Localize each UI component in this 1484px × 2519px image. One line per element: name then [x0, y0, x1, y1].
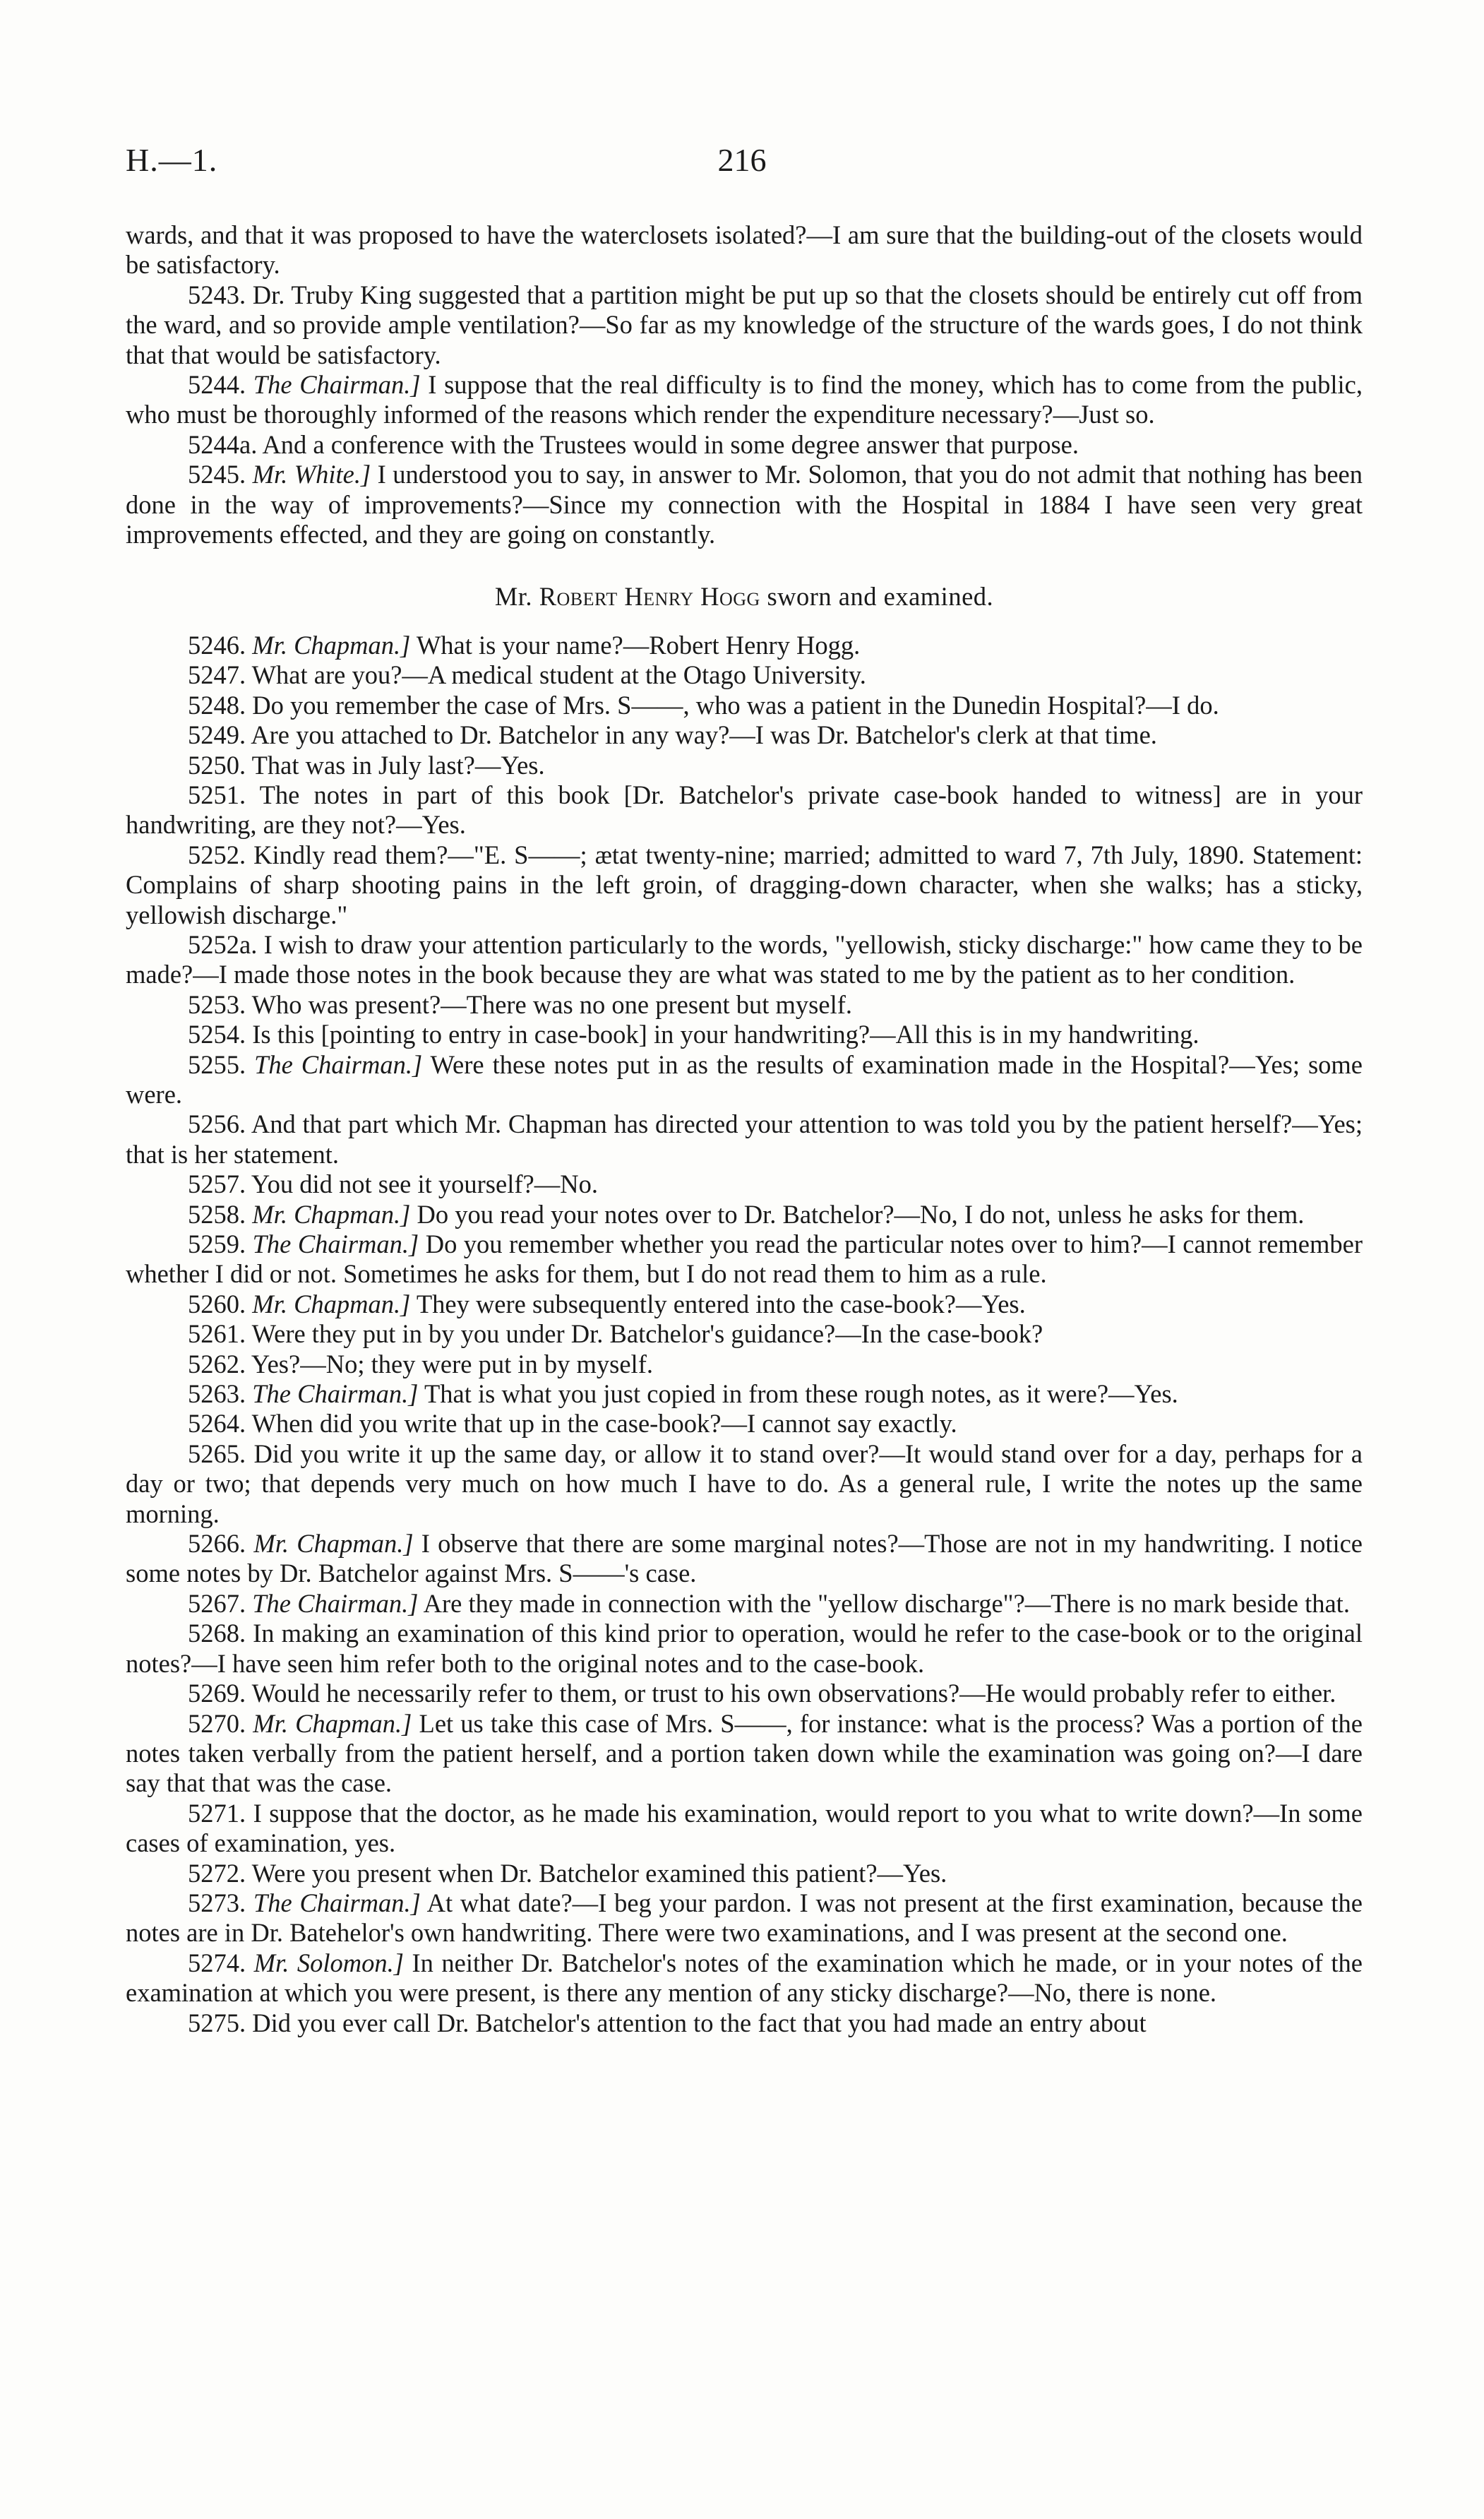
page-number: 216 [717, 142, 767, 178]
continued-paragraph [126, 220, 1363, 280]
question-number: 5258. [188, 1199, 246, 1229]
question-number: 5268. [188, 1619, 246, 1648]
paragraph-text: Do you remember whether you read the particular notes over to him?—I cannot remember whether I did or not. Sometimes he asks for them, but I do not read them to him as a rule. [126, 1229, 1363, 1289]
question-number: 5273. [188, 1888, 246, 1917]
question-paragraph [126, 1229, 1363, 1290]
paragraph-text: In making an examination of this kind prior to operation, would he refer to the case-book or to the original notes?—I have seen him refer both to the original notes and to the case-book. [126, 1619, 1363, 1678]
paragraph-text: I understood you to say, in answer to Mr. Solomon, that you do not admit that nothing has been done in the way of improvements?—Since my connection with the Hospital in 1884 I have seen very great improvements effected, and they are going on constantly. [126, 460, 1363, 549]
speaker-label: The Chairman.] [253, 1888, 421, 1917]
paragraph-text: In neither Dr. Batchelor's notes of the examination which he made, or in your notes of the examination at which you were present, is there any mention of any sticky discharge?—No, there is none. [126, 1948, 1363, 2008]
paragraph-text: Let us take this case of Mrs. S——, for instance: what is the process? Was a portion of the notes taken verbally from the patient herself, and a portion taken down while the examination was going on?—I dare say that that was the case. [126, 1708, 1363, 1798]
paragraph-text: That is what you just copied in from these rough notes, as it were?—Yes. [424, 1379, 1178, 1409]
question-number: 5261. [188, 1319, 246, 1349]
paragraph-text: Do you read your notes over to Dr. Batchelor?—No, I do not, unless he asks for them. [417, 1199, 1305, 1229]
question-paragraph [126, 1200, 1363, 1229]
paragraph-text: I suppose that the doctor, as he made his examination, would report to you what to write down?—In some cases of examination, yes. [126, 1798, 1363, 1858]
document-body [126, 220, 1363, 2038]
speaker-label: The Chairman.] [252, 1379, 419, 1409]
question-number: 5260. [188, 1289, 246, 1318]
question-number: 5266. [188, 1529, 246, 1559]
paragraph-text: And a conference with the Trustees would in some degree answer that purpose. [262, 429, 1079, 459]
question-number: 5252a. [188, 929, 258, 959]
question-number: 5250. [188, 750, 246, 780]
question-number: 5257. [188, 1169, 246, 1199]
paragraph-text: And that part which Mr. Chapman has directed your attention to was told you by the patient herself?—Yes; that is her statement. [126, 1109, 1363, 1169]
paragraph-text: What are you?—A medical student at the Otago University. [251, 660, 866, 690]
question-number: 5275. [188, 2008, 246, 2037]
question-number: 5274. [188, 1948, 246, 1977]
question-number: 5246. [188, 630, 246, 660]
speaker-label: Mr. White.] [252, 460, 371, 489]
question-number: 5245. [188, 460, 246, 489]
question-paragraph [126, 660, 1363, 690]
question-paragraph [126, 430, 1363, 460]
question-number: 5253. [188, 989, 246, 1019]
question-paragraph [126, 1020, 1363, 1049]
question-paragraph [126, 1379, 1363, 1409]
paragraph-text: When did you write that up in the case-book?—I cannot say exactly. [251, 1409, 957, 1439]
paragraph-text: I wish to draw your attention particularly to the words, "yellowish, sticky discharge:" how came they to be made?—I made those notes in the book because they are what was stated to me by the patient as to her condition. [126, 929, 1363, 989]
paragraph-text: Were you present when Dr. Batchelor examined this patient?—Yes. [251, 1858, 947, 1888]
question-paragraph [126, 2008, 1363, 2038]
question-paragraph [126, 1948, 1363, 2008]
witness-heading-suffix: sworn and examined. [767, 582, 994, 612]
paragraph-text: Were these notes put in as the results of examination made in the Hospital?—Yes; some were. [126, 1049, 1363, 1109]
question-paragraph [126, 1859, 1363, 1888]
question-paragraph [126, 1350, 1363, 1379]
paragraph-text: What is your name?—Robert Henry Hogg. [416, 630, 861, 660]
page-header [126, 141, 1358, 191]
question-number: 5256. [188, 1109, 246, 1139]
question-number: 5247. [188, 660, 246, 690]
question-number: 5270. [188, 1708, 246, 1738]
question-paragraph [126, 1619, 1363, 1679]
question-number: 5272. [188, 1858, 246, 1888]
question-paragraph [126, 751, 1363, 780]
question-paragraph [126, 1319, 1363, 1349]
speaker-label: Mr. Chapman.] [252, 1199, 411, 1229]
question-paragraph [126, 780, 1363, 840]
question-number: 5248. [188, 690, 246, 720]
witness-heading-prefix: Mr. [494, 582, 533, 612]
question-number: 5267. [188, 1588, 246, 1618]
question-paragraph [126, 930, 1363, 990]
question-paragraph [126, 1290, 1363, 1319]
question-number: 5262. [188, 1349, 246, 1378]
question-number: 5243. [188, 280, 246, 309]
paragraph-text: The notes in part of this book [Dr. Batchelor's private case-book handed to witness] are in your handwriting, are they not?—Yes. [126, 780, 1363, 840]
speaker-label: The Chairman.] [253, 370, 421, 400]
paragraph-text: Kindly read them?—"E. S——; ætat twenty-nine; married; admitted to ward 7, 7th July, 1890. Statement: Complains of sharp shooting pains in the left groin, of dragging-down character, when she walks; has a sticky, yellowish discharge." [126, 840, 1363, 929]
paragraph-text: Who was present?—There was no one present but myself. [251, 989, 852, 1019]
question-number: 5251. [188, 780, 246, 809]
question-paragraph [126, 1050, 1363, 1110]
question-number: 5244. [188, 370, 246, 400]
question-number: 5249. [188, 720, 246, 750]
paragraph-text: Were they put in by you under Dr. Batchelor's guidance?—In the case-book? [251, 1319, 1043, 1349]
question-number: 5264. [188, 1409, 246, 1439]
question-paragraph [126, 1409, 1363, 1439]
question-paragraph [126, 631, 1363, 660]
paragraph-text: They were subsequently entered into the case-book?—Yes. [416, 1289, 1026, 1318]
witness-heading [126, 582, 1363, 612]
document-reference: H.—1. [126, 142, 218, 178]
speaker-label: The Chairman.] [254, 1049, 423, 1079]
paragraph-text: Is this [pointing to entry in case-book] in your handwriting?—All this is in my handwriting. [252, 1020, 1199, 1049]
speaker-label: Mr. Chapman.] [253, 1529, 414, 1559]
question-paragraph [126, 1679, 1363, 1708]
speaker-label: The Chairman.] [252, 1588, 419, 1618]
question-paragraph [126, 370, 1363, 430]
question-paragraph [126, 1888, 1363, 1948]
question-number: 5252. [188, 840, 246, 869]
question-paragraph [126, 1169, 1363, 1199]
question-paragraph [126, 720, 1363, 750]
question-number: 5255. [188, 1049, 246, 1079]
question-paragraph [126, 1799, 1363, 1859]
question-number: 5271. [188, 1798, 246, 1828]
speaker-label: The Chairman.] [252, 1229, 419, 1258]
paragraph-text: That was in July last?—Yes. [251, 750, 545, 780]
question-paragraph [126, 280, 1363, 370]
speaker-label: Mr. Chapman.] [252, 1289, 411, 1318]
paragraph-text: Yes?—No; they were put in by myself. [251, 1349, 653, 1378]
speaker-label: Mr. Chapman.] [253, 1708, 412, 1738]
paragraph-text: Did you write it up the same day, or allow it to stand over?—It would stand over for a day, perhaps for a day or two; that depends very much on how much I have to do. As a general rule, I write the notes up the same morning. [126, 1439, 1363, 1528]
paragraph-text: Are you attached to Dr. Batchelor in any way?—I was Dr. Batchelor's clerk at that time. [251, 720, 1157, 750]
question-paragraph [126, 1439, 1363, 1529]
paragraph-text: At what date?—I beg your pardon. I was not present at the first examination, because the notes are in Dr. Batehelor's own handwriting. There were two examinations, and I was present at the second one. [126, 1888, 1363, 1948]
question-paragraph [126, 460, 1363, 549]
question-number: 5263. [188, 1379, 246, 1409]
paragraph-text: Did you ever call Dr. Batchelor's attention to the fact that you had made an entry about [252, 2008, 1147, 2037]
speaker-label: Mr. Chapman.] [252, 630, 411, 660]
question-number: 5265. [188, 1439, 246, 1468]
question-paragraph [126, 1529, 1363, 1589]
witness-heading-name: Robert Henry Hogg [539, 582, 760, 612]
question-number: 5254. [188, 1020, 246, 1049]
paragraph-text: Are they made in connection with the "yellow discharge"?—There is no mark beside that. [423, 1588, 1350, 1618]
question-paragraph [126, 1709, 1363, 1799]
question-paragraph [126, 990, 1363, 1020]
question-paragraph [126, 1589, 1363, 1619]
question-number: 5269. [188, 1679, 246, 1708]
question-number: 5244a. [188, 429, 258, 459]
question-number: 5259. [188, 1229, 246, 1258]
paragraph-text: You did not see it yourself?—No. [251, 1169, 598, 1199]
question-paragraph [126, 691, 1363, 720]
paragraph-text: Do you remember the case of Mrs. S——, who was a patient in the Dunedin Hospital?—I do. [252, 690, 1219, 720]
paragraph-text: Would he necessarily refer to them, or trust to his own observations?—He would probably refer to either. [251, 1679, 1336, 1708]
paragraph-text: I suppose that the real difficulty is to find the money, which has to come from the public, who must be thoroughly informed of the reasons which render the expenditure necessary?—Just so. [126, 370, 1363, 429]
paragraph-text: Dr. Truby King suggested that a partition might be put up so that the closets should be entirely cut off from the ward, and so provide ample ventilation?—So far as my knowledge of the structure of the wards goes, I do not think that that would be satisfactory. [126, 280, 1363, 369]
paragraph-text: I observe that there are some marginal notes?—Those are not in my handwriting. I notice some notes by Dr. Batchelor against Mrs. S——'s case. [126, 1529, 1363, 1588]
speaker-label: Mr. Solomon.] [253, 1948, 404, 1977]
paragraph-text: wards, and that it was proposed to have the waterclosets isolated?—I am sure that the building-out of the closets would be satisfactory. [126, 220, 1363, 280]
question-paragraph [126, 840, 1363, 930]
question-paragraph [126, 1109, 1363, 1169]
